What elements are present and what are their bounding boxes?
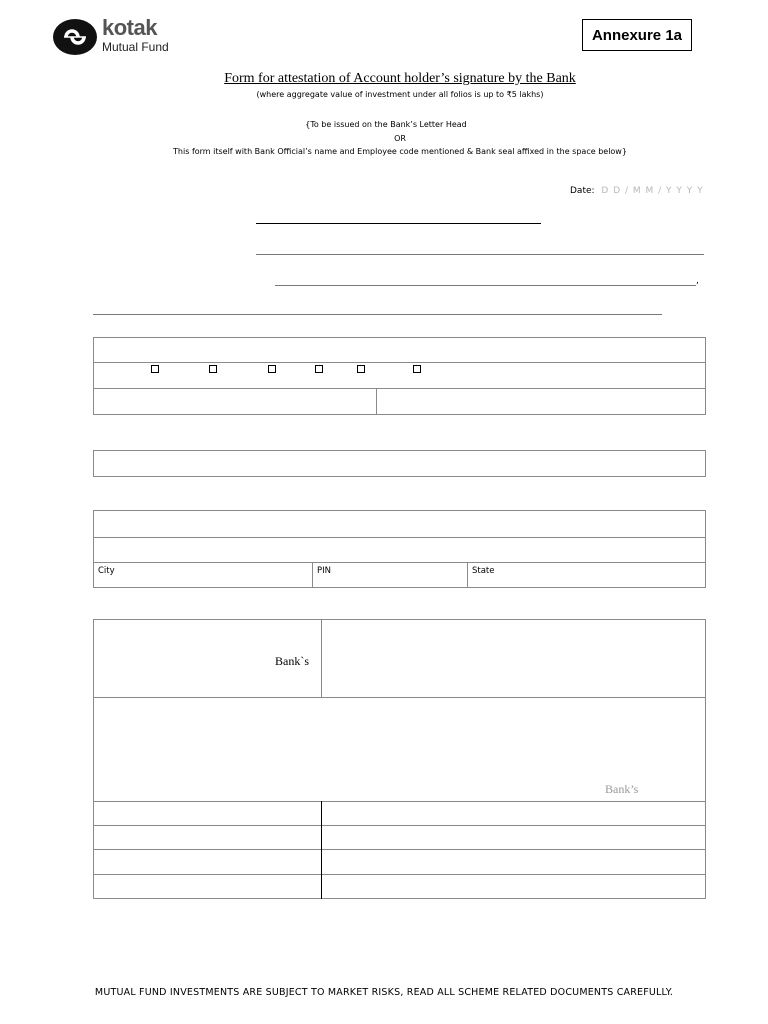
bank-row-divider-1 — [93, 697, 706, 698]
pin-label: PIN — [317, 566, 331, 576]
city-label: City — [98, 566, 115, 576]
banks-label: Bank`s — [275, 654, 309, 668]
details-row-divider-1 — [93, 362, 706, 363]
or-note: OR — [394, 134, 406, 143]
logo-name: kotak — [102, 15, 157, 40]
option-checkbox-1[interactable] — [151, 365, 159, 373]
letterhead-note: {To be issued on the Bank’s Letter Head — [305, 120, 467, 129]
state-label: State — [472, 566, 495, 576]
address-col-divider-2 — [467, 562, 468, 588]
fill-line-4[interactable] — [93, 314, 662, 315]
bank-row-divider-2 — [93, 801, 706, 802]
bank-row-divider-5 — [93, 874, 706, 875]
option-checkbox-4[interactable] — [315, 365, 323, 373]
fill-line-1[interactable] — [256, 223, 541, 224]
option-checkbox-2[interactable] — [209, 365, 217, 373]
bank-row-divider-4 — [93, 849, 706, 850]
option-checkbox-3[interactable] — [268, 365, 276, 373]
option-checkbox-6[interactable] — [413, 365, 421, 373]
official-note: This form itself with Bank Official’s name and Employee code mentioned & Bank seal affixed in the space below} — [173, 147, 627, 156]
date-label: Date: — [570, 186, 595, 196]
kotak-logo — [52, 15, 192, 58]
address-row-divider-2 — [93, 562, 706, 563]
bank-section-table — [93, 619, 706, 899]
fill-line-2[interactable] — [256, 254, 704, 255]
address-col-divider-1 — [312, 562, 313, 588]
annexure-label: Annexure 1a — [582, 19, 692, 51]
date-field[interactable] — [570, 186, 704, 196]
details-cell-left[interactable] — [94, 389, 376, 414]
bank-row-divider-3 — [93, 825, 706, 826]
kotak-logo-icon — [52, 18, 98, 56]
address-table — [93, 510, 706, 588]
address-row-divider-1 — [93, 537, 706, 538]
option-checkbox-5[interactable] — [357, 365, 365, 373]
disclaimer-footer: MUTUAL FUND INVESTMENTS ARE SUBJECT TO MARKET RISKS, READ ALL SCHEME RELATED DOCUMENTS CAREFULLY. — [94, 987, 674, 998]
form-subtitle: (where aggregate value of investment under all folios is up to ₹5 lakhs) — [256, 90, 544, 99]
fill-line-3[interactable] — [275, 285, 696, 286]
form-title: Form for attestation of Account holder’s signature by the Bank — [224, 71, 576, 86]
date-placeholder: D D / M M / Y Y Y Y — [601, 186, 704, 196]
bank-details-divider — [321, 801, 322, 899]
logo-subtitle: Mutual Fund — [102, 40, 169, 54]
details-cell-right[interactable] — [377, 389, 705, 414]
bank-seal-label: Bank’s — [605, 782, 639, 796]
bank-header-divider — [321, 619, 322, 697]
single-field-box[interactable] — [93, 450, 706, 477]
fill-line-comma: , — [696, 276, 699, 286]
